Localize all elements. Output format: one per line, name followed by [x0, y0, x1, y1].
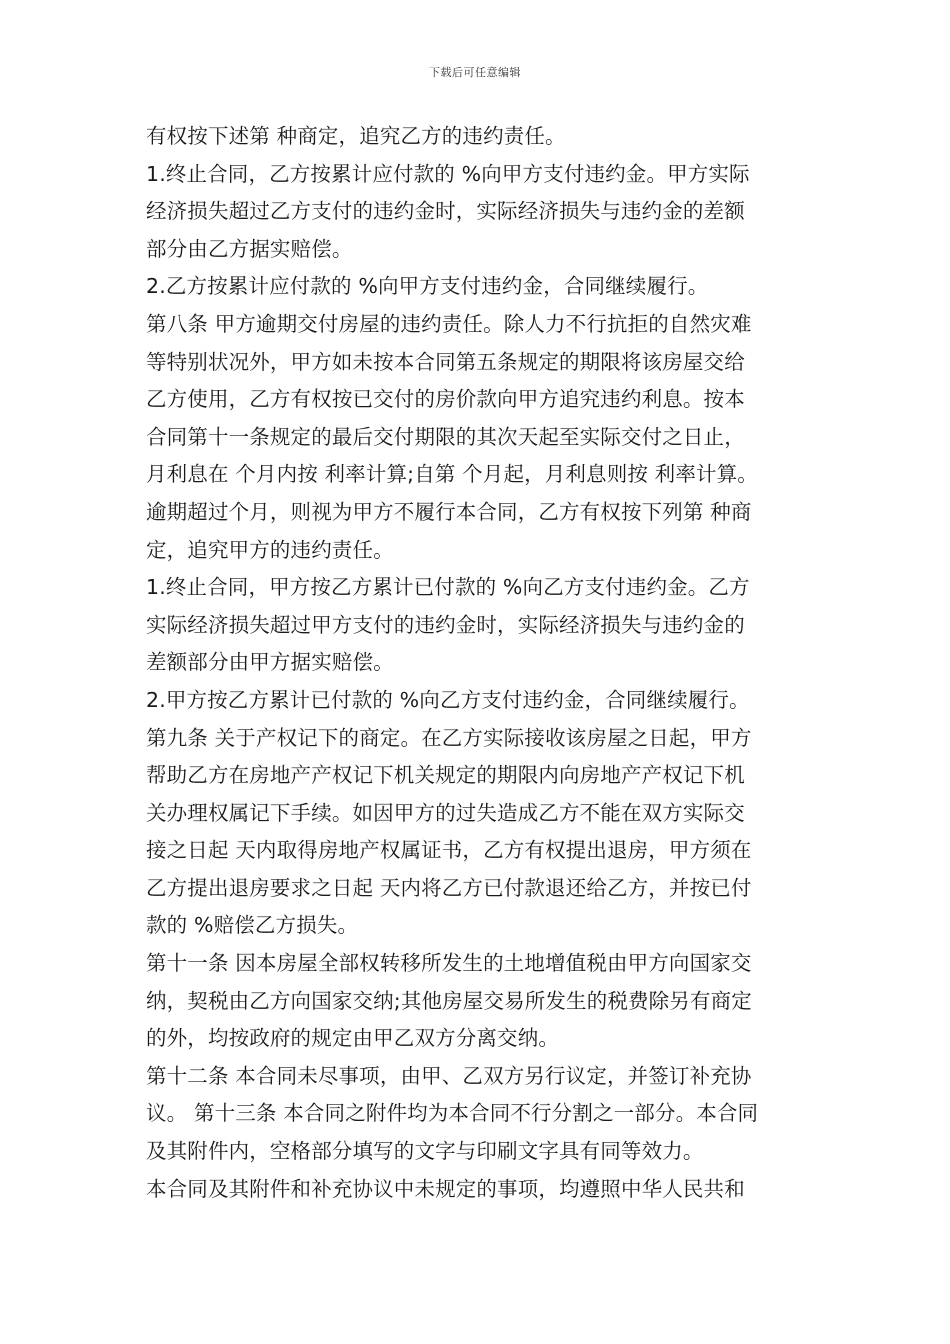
- text-line: 经济损失超过乙方支付的违约金时，实际经济损失与违约金的差额: [146, 199, 745, 224]
- text-line: 本合同及其附件和补充协议中未规定的事项，均遵照中华人民共和: [146, 1176, 745, 1201]
- text-line: 第八条 甲方逾期交付房屋的违约责任。除人力不行抗拒的自然灾难: [146, 311, 752, 336]
- document-body: [146, 118, 806, 1208]
- text-line: 关办理权属记下手续。如因甲方的过失造成乙方不能在双方实际交: [146, 800, 745, 825]
- text-line: 第九条 关于产权记下的商定。在乙方实际接收该房屋之日起，甲方: [146, 725, 752, 750]
- text-line: 纳，契税由乙方向国家交纳;其他房屋交易所发生的税费除另有商定: [146, 988, 752, 1013]
- text-line: 2.甲方按乙方累计已付款的 %向乙方支付违约金，合同继续履行。: [146, 687, 750, 712]
- text-line: 有权按下述第 种商定，追究乙方的违约责任。: [146, 124, 566, 148]
- page-header: 下载后可任意编辑: [429, 66, 521, 79]
- text-line: 合同第十一条规定的最后交付期限的其次天起至实际交付之日止，: [146, 424, 745, 449]
- text-line: 的外，均按政府的规定由甲乙双方分离交纳。: [146, 1026, 559, 1051]
- text-line: 1.终止合同，甲方按乙方累计已付款的 %向乙方支付违约金。乙方: [146, 575, 750, 600]
- text-line: 第十一条 因本房屋全部权转移所发生的土地增值税由甲方向国家交: [146, 951, 752, 976]
- text-line: 逾期超过个月，则视为甲方不履行本合同，乙方有权按下列第 种商: [146, 499, 752, 524]
- text-line: 等特别状况外，甲方如未按本合同第五条规定的期限将该房屋交给: [146, 349, 745, 374]
- text-line: 帮助乙方在房地产产权记下机关规定的期限内向房地产产权记下机: [146, 763, 745, 788]
- text-line: 接之日起 天内取得房地产权属证书，乙方有权提出退房，甲方须在: [146, 838, 752, 863]
- text-line: 2.乙方按累计应付款的 %向甲方支付违约金，合同继续履行。: [146, 274, 709, 299]
- text-line: 定，追究甲方的违约责任。: [146, 537, 394, 562]
- text-line: 及其附件内，空格部分填写的文字与印刷文字具有同等效力。: [146, 1139, 704, 1164]
- text-line: 第十二条 本合同未尽事项，由甲、乙双方另行议定，并签订补充协: [146, 1063, 752, 1088]
- text-line: 1.终止合同，乙方按累计应付款的 %向甲方支付违约金。甲方实际: [146, 161, 750, 186]
- text-line: 乙方提出退房要求之日起 天内将乙方已付款退还给乙方，并按已付: [146, 875, 752, 900]
- text-line: 款的 %赔偿乙方损失。: [146, 913, 359, 938]
- text-line: 议。 第十三条 本合同之附件均为本合同不行分割之一部分。本合同: [146, 1101, 759, 1126]
- text-line: 差额部分由甲方据实赔偿。: [146, 650, 394, 675]
- text-line: 部分由乙方据实赔偿。: [146, 236, 353, 261]
- text-line: 乙方使用，乙方有权按已交付的房价款向甲方追究违约利息。按本: [146, 387, 745, 412]
- text-line: 实际经济损失超过甲方支付的违约金时，实际经济损失与违约金的: [146, 612, 745, 637]
- text-line: 月利息在 个月内按 利率计算;自第 个月起，月利息则按 利率计算。: [146, 462, 758, 487]
